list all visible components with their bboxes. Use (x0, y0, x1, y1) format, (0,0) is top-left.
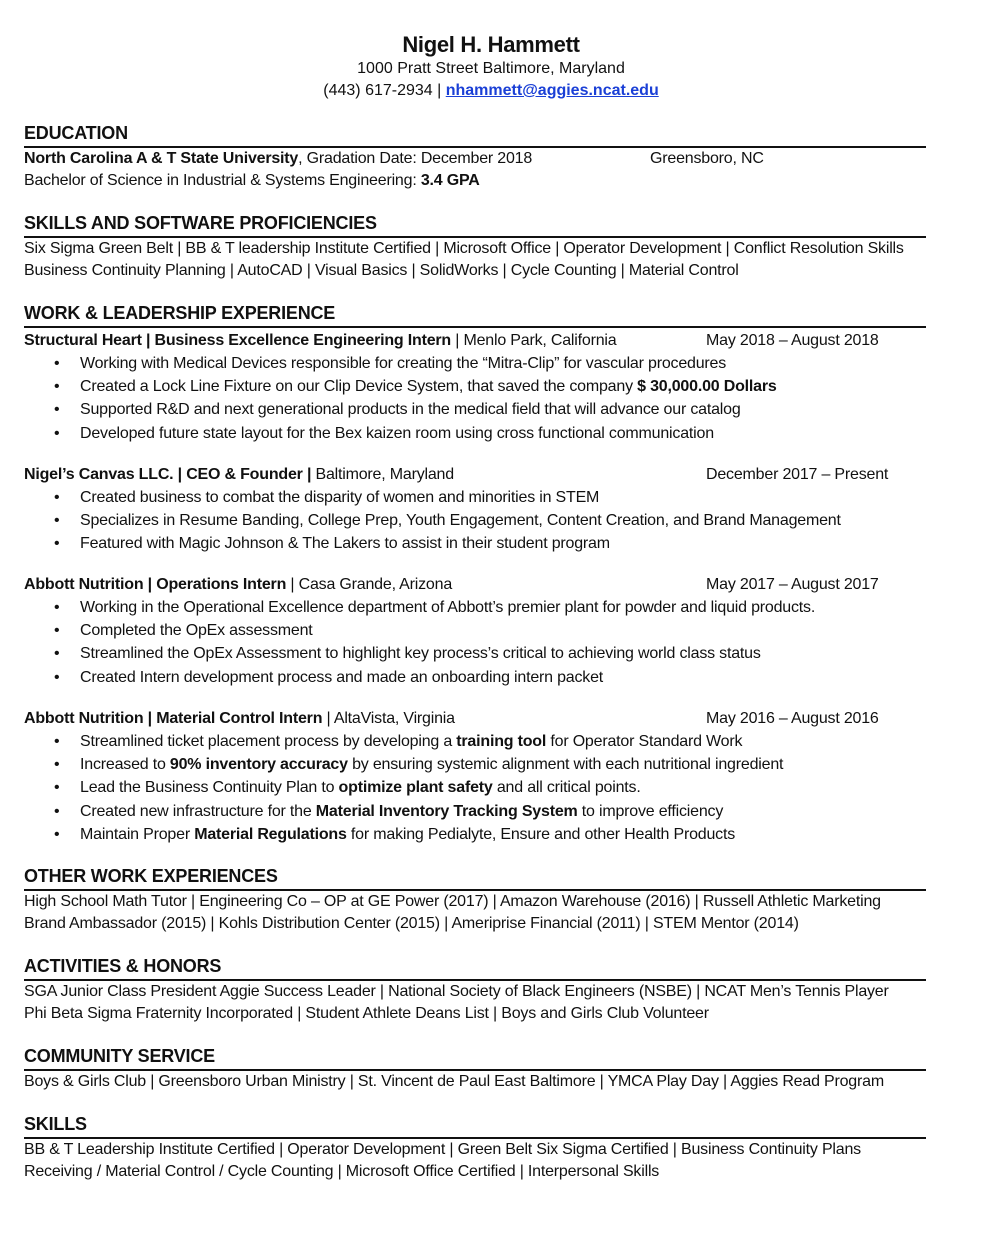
skills-line-1: BB & T Leadership Institute Certified | Operator Development | Green Belt Six Sigma Certified | Business Continuity Plans (24, 1141, 861, 1158)
job-bullets (24, 486, 926, 556)
other-work-line-1: High School Math Tutor | Engineering Co – OP at GE Power (2017) | Amazon Warehouse (2016) | Russell Athletic Marketing (24, 893, 881, 910)
activities-section (24, 955, 926, 1025)
job-bullets (24, 596, 926, 689)
bullet-icon: • (54, 535, 60, 553)
bullet-item: • Working in the Operational Excellence department of Abbott’s premier plant for powder and liquid products. (24, 596, 926, 619)
community-section (24, 1045, 926, 1093)
education-school-line (24, 148, 926, 170)
job-org: Abbott Nutrition | Material Control Intern (24, 710, 323, 727)
bullet-item: • Created Intern development process and made an onboarding intern packet (24, 666, 926, 689)
job-dates: May 2017 – August 2017 (706, 576, 879, 593)
candidate-name: Nigel H. Hammett (402, 32, 580, 57)
bullet-icon: • (54, 401, 60, 419)
bullet-item: • Featured with Magic Johnson & The Lakers to assist in their student program (24, 532, 926, 555)
school-location: Greensboro, NC (650, 150, 764, 167)
bullet-item: • Increased to 90% inventory accuracy by ensuring systemic alignment with each nutritional ingredient (24, 753, 926, 776)
job-heading (24, 708, 926, 730)
bullet-item: • Working with Medical Devices responsible for creating the “Mitra-Clip” for vascular procedures (24, 352, 926, 375)
bullet-item: • Maintain Proper Material Regulations for making Pedialyte, Ensure and other Health Products (24, 823, 926, 846)
job-location: | Casa Grande, Arizona (286, 576, 453, 593)
job-heading (24, 574, 926, 596)
community-title: COMMUNITY SERVICE (24, 1045, 926, 1071)
gpa: 3.4 GPA (420, 172, 480, 189)
job-org: Nigel’s Canvas LLC. | CEO & Founder | (24, 466, 312, 483)
bullet-icon: • (54, 512, 60, 530)
job-bullets (24, 730, 926, 846)
bullet-item: • Created business to combat the disparity of women and minorities in STEM (24, 486, 926, 509)
skills-title: SKILLS (24, 1113, 926, 1139)
degree: Bachelor of Science in Industrial & Systems Engineering: (24, 172, 421, 189)
skills-software-section (24, 212, 926, 282)
other-work-section (24, 865, 926, 935)
job-location: | AltaVista, Virginia (322, 710, 455, 727)
bullet-item: • Created a Lock Line Fixture on our Clip Device System, that saved the company $ 30,000.00 Dollars (24, 375, 926, 398)
job-heading (24, 464, 926, 486)
job-org: Structural Heart | Business Excellence Engineering Intern (24, 332, 451, 349)
bullet-item: • Specializes in Resume Banding, College Prep, Youth Engagement, Content Creation, and Brand Management (24, 509, 926, 532)
job-entry (24, 330, 926, 445)
job-entry (24, 708, 926, 846)
bullet-icon: • (54, 756, 60, 774)
activities-title: ACTIVITIES & HONORS (24, 955, 926, 981)
job-org: Abbott Nutrition | Operations Intern (24, 576, 287, 593)
school-name: North Carolina A & T State University (24, 150, 299, 167)
resume-header (0, 32, 982, 102)
address: 1000 Pratt Street Baltimore, Maryland (357, 60, 625, 77)
activities-line-2: Phi Beta Sigma Fraternity Incorporated | Student Athlete Deans List | Boys and Girls Club Volunteer (24, 1005, 709, 1022)
bullet-icon: • (54, 825, 60, 843)
activities-line-1: SGA Junior Class President Aggie Success Leader | National Society of Black Engineers (NSBE) | NCAT Men’s Tennis Player (24, 983, 889, 1000)
skills-section (24, 1113, 926, 1183)
job-bullets (24, 352, 926, 445)
bullet-item: • Streamlined ticket placement process by developing a training tool for Operator Standard Work (24, 730, 926, 753)
phone: (443) 617-2934 | (323, 82, 446, 99)
skills-software-line-2: Business Continuity Planning | AutoCAD | Visual Basics | SolidWorks | Cycle Counting | Material Control (24, 262, 739, 279)
bullet-icon: • (54, 779, 60, 797)
job-dates: May 2016 – August 2016 (706, 710, 879, 727)
bullet-item: • Created new infrastructure for the Material Inventory Tracking System to improve efficiency (24, 800, 926, 823)
job-entry (24, 574, 926, 689)
job-location: | Menlo Park, California (451, 332, 617, 349)
job-heading (24, 330, 926, 352)
bullet-icon: • (54, 355, 60, 372)
bullet-icon: • (54, 733, 60, 750)
skills-software-line-1: Six Sigma Green Belt | BB & T leadership Institute Certified | Microsoft Office | Operator Development | Conflict Resolution Skills (24, 240, 904, 257)
other-work-line-2: Brand Ambassador (2015) | Kohls Distribution Center (2015) | Ameriprise Financial (2011) | STEM Mentor (2014) (24, 915, 799, 932)
bullet-icon: • (54, 645, 60, 663)
bullet-item: • Developed future state layout for the Bex kaizen room using cross functional communication (24, 422, 926, 445)
community-line-1: Boys & Girls Club | Greensboro Urban Ministry | St. Vincent de Paul East Baltimore | YMCA Play Day | Aggies Read Program (24, 1073, 884, 1090)
bullet-icon: • (54, 599, 60, 616)
email-link[interactable]: nhammett@aggies.ncat.edu (445, 82, 659, 99)
bullet-item: • Completed the OpEx assessment (24, 619, 926, 642)
education-title: EDUCATION (24, 122, 926, 148)
skills-software-title: SKILLS AND SOFTWARE PROFICIENCIES (24, 212, 926, 238)
job-dates: December 2017 – Present (706, 466, 889, 483)
graduation-date: , Gradation Date: December 2018 (298, 150, 533, 167)
work-section-header (24, 302, 926, 328)
bullet-item: • Supported R&D and next generational products in the medical field that will advance our catalog (24, 398, 926, 421)
bullet-icon: • (54, 668, 60, 686)
bullet-icon: • (54, 378, 60, 396)
work-title: WORK & LEADERSHIP EXPERIENCE (24, 302, 926, 328)
bullet-icon: • (54, 489, 60, 506)
job-entry (24, 464, 926, 556)
bullet-icon: • (54, 622, 60, 640)
other-work-title: OTHER WORK EXPERIENCES (24, 865, 926, 891)
contact-line (0, 80, 982, 102)
job-location: Baltimore, Maryland (311, 466, 454, 483)
job-dates: May 2018 – August 2018 (706, 332, 879, 349)
skills-line-2: Receiving / Material Control / Cycle Counting | Microsoft Office Certified | Interpersonal Skills (24, 1163, 660, 1180)
bullet-item: • Streamlined the OpEx Assessment to highlight key process’s critical to achieving world class status (24, 642, 926, 665)
bullet-item: • Lead the Business Continuity Plan to optimize plant safety and all critical points. (24, 776, 926, 799)
bullet-icon: • (54, 424, 60, 442)
education-section (24, 122, 926, 192)
bullet-icon: • (54, 802, 60, 820)
education-degree-line (24, 170, 926, 192)
